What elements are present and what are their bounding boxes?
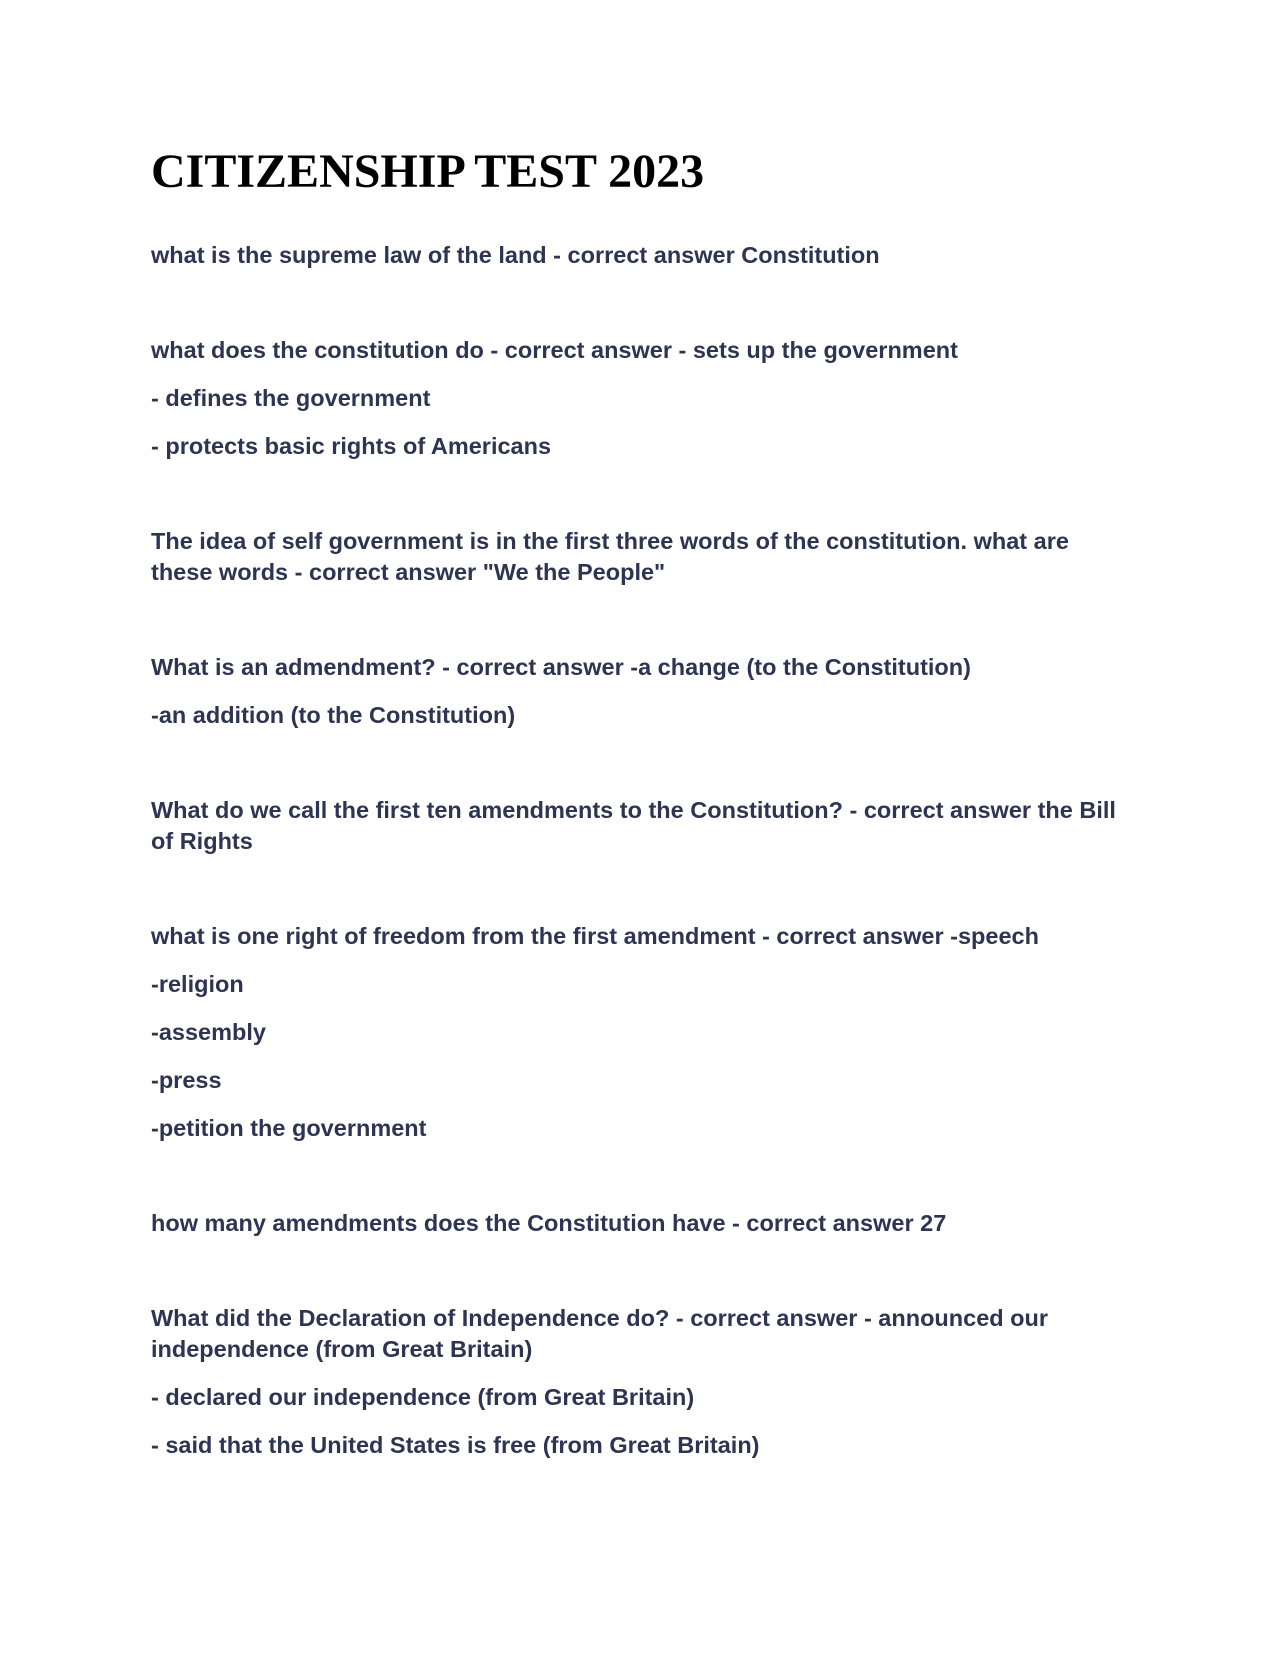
qa-line: What do we call the first ten amendments to the Constitution? - correct answer the Bill of Rights xyxy=(151,797,1116,854)
qa-item-self-government xyxy=(151,526,1131,588)
qa-line: what is the supreme law of the land - correct answer Constitution xyxy=(151,242,880,268)
qa-item-amendment-count xyxy=(151,1208,1131,1239)
qa-list xyxy=(151,240,1131,1461)
document-title: CITIZENSHIP TEST 2023 xyxy=(151,145,705,198)
qa-line: what is one right of freedom from the first amendment - correct answer -speech xyxy=(151,923,1039,949)
qa-line: how many amendments does the Constitution have - correct answer 27 xyxy=(151,1210,947,1236)
qa-item-amendment xyxy=(151,652,1131,731)
qa-item-first-amendment xyxy=(151,921,1131,1144)
qa-item-declaration xyxy=(151,1303,1131,1461)
qa-line: - said that the United States is free (from Great Britain) xyxy=(151,1432,760,1458)
qa-line: -an addition (to the Constitution) xyxy=(151,702,516,728)
qa-line: -religion xyxy=(151,971,244,997)
document-page xyxy=(151,145,1131,1525)
qa-line: What is an admendment? - correct answer -a change (to the Constitution) xyxy=(151,654,971,680)
qa-item-constitution-role xyxy=(151,335,1131,462)
qa-item-supreme-law xyxy=(151,240,1131,271)
qa-line: what does the constitution do - correct answer - sets up the government xyxy=(151,337,958,363)
qa-line: The idea of self government is in the first three words of the constitution. what are these words - correct answer "We the People" xyxy=(151,528,1069,585)
qa-line: - protects basic rights of Americans xyxy=(151,433,552,459)
qa-line: -petition the government xyxy=(151,1115,427,1141)
qa-line: What did the Declaration of Independence do? - correct answer - announced our independence (from Great Britain) xyxy=(151,1305,1049,1362)
qa-item-bill-of-rights xyxy=(151,795,1131,857)
qa-line: -press xyxy=(151,1067,222,1093)
qa-line: - defines the government xyxy=(151,385,431,411)
qa-line: -assembly xyxy=(151,1019,266,1045)
qa-line: - declared our independence (from Great Britain) xyxy=(151,1384,695,1410)
